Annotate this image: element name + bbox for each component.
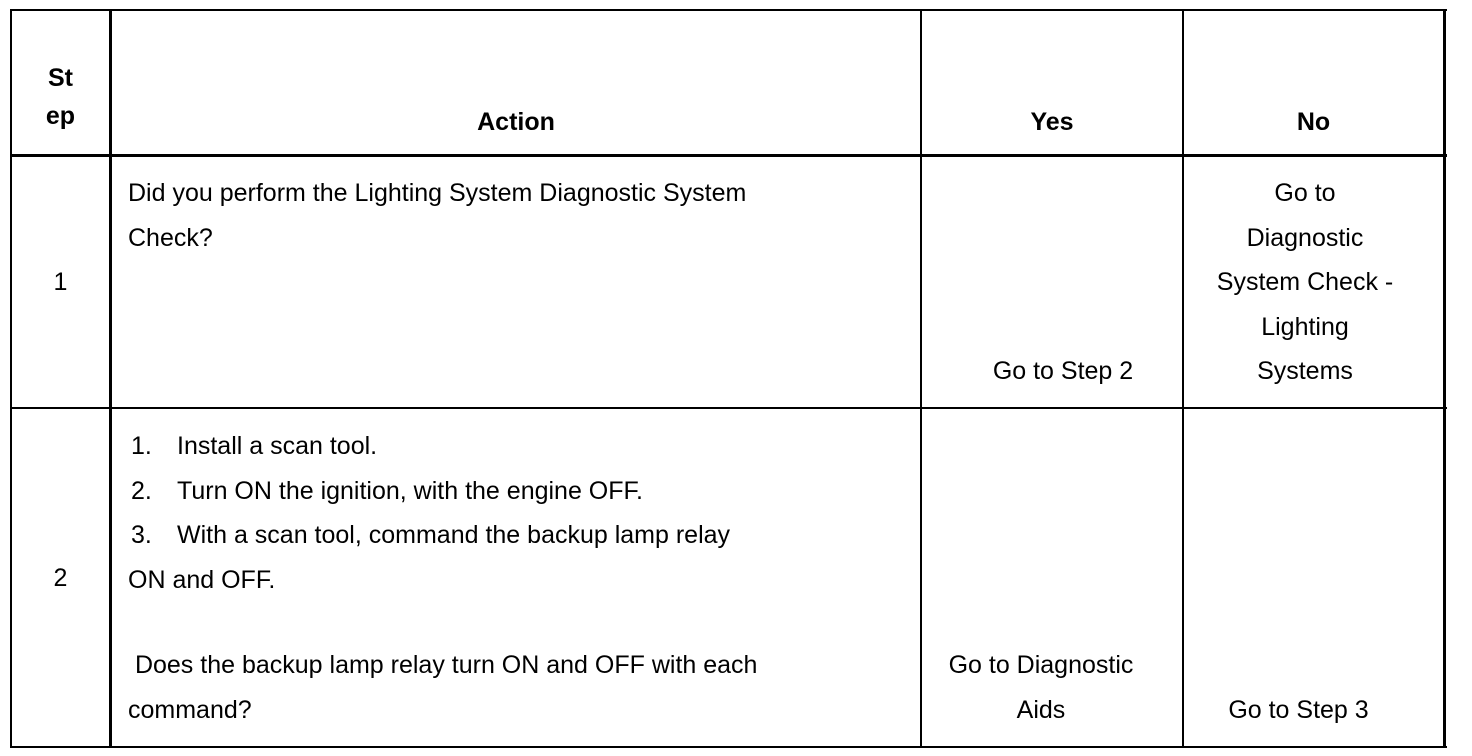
row-divider: [10, 407, 1447, 409]
row2-step: 2: [53, 564, 68, 592]
row1-no: [1184, 171, 1426, 394]
row1-action-line1: Did you perform the Lighting System Diagnostic System: [128, 179, 747, 207]
list-item-text: With a scan tool, command the backup lamp relay: [177, 521, 731, 549]
list-item-number: 3.: [131, 521, 152, 549]
row1-no-line1: Go to: [1274, 179, 1336, 207]
blank-line: [128, 602, 757, 643]
row1-no-line4: Lighting: [1261, 312, 1349, 341]
list-item: [128, 424, 757, 469]
list-item-number: 2.: [131, 476, 152, 505]
row2-no: Go to Step 3: [1228, 696, 1369, 724]
table-border-right: [1443, 9, 1446, 748]
row1-action: [128, 171, 746, 260]
header-step-line2: ep: [45, 102, 76, 130]
list-item-text: Turn ON the ignition, with the engine OFF.: [177, 476, 643, 505]
header-no: No: [1296, 108, 1331, 136]
list-item-number: 1.: [131, 432, 152, 460]
diagnostic-table: [10, 9, 1447, 748]
row1-no-line2: Diagnostic: [1246, 223, 1364, 252]
table-border-top: [10, 9, 1447, 11]
list-item: [128, 469, 757, 514]
row1-yes: Go to Step 2: [992, 357, 1134, 385]
row2-question-line1: Does the backup lamp relay turn ON and OFF with each: [128, 651, 758, 679]
row2-yes-line1: Go to Diagnostic: [948, 651, 1134, 679]
row1-step: 1: [53, 268, 68, 296]
header-step: [12, 59, 109, 135]
row1-action-line2: Check?: [128, 223, 213, 252]
row2-action: [128, 424, 757, 732]
list-item: [128, 513, 757, 558]
header-yes: Yes: [1030, 108, 1074, 136]
table-border-bottom: [10, 746, 1447, 748]
list-item-text: Install a scan tool.: [177, 432, 378, 460]
row1-no-line3: System Check -: [1216, 268, 1394, 296]
row2-yes: [922, 643, 1160, 732]
row1-no-line5: Systems: [1257, 357, 1353, 385]
row2-question-line2: command?: [128, 695, 252, 724]
list-item-continuation: ON and OFF.: [128, 565, 276, 594]
row2-yes-line2: Aids: [1016, 695, 1066, 724]
header-step-line1: St: [48, 64, 73, 92]
header-divider: [10, 154, 1447, 157]
header-action: Action: [477, 108, 555, 136]
